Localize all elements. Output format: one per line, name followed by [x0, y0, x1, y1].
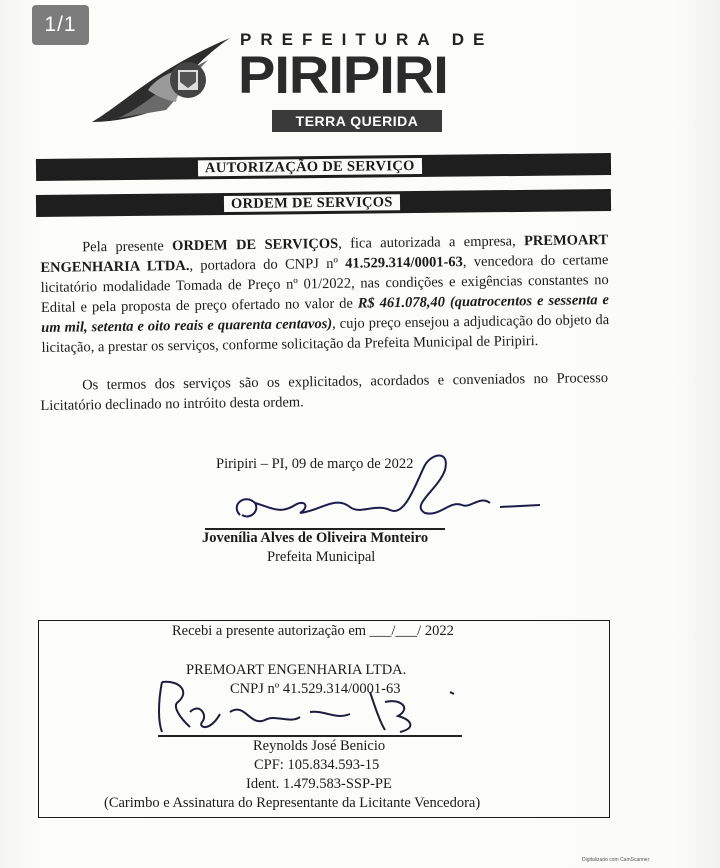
city-emblem-logo	[88, 30, 238, 130]
representative-cpf: CPF: 105.834.593-15	[254, 757, 380, 773]
city-slogan: TERRA QUERIDA	[272, 110, 442, 132]
title-bar-ordem	[36, 189, 611, 217]
receipt-company: PREMOART ENGENHARIA LTDA.	[186, 662, 407, 678]
mayor-signature	[200, 445, 550, 535]
page-counter: 1/1	[32, 5, 89, 45]
paragraph-terms: Os termos dos serviços são os explicitados, acordados e conveniados no Processo Licitatório declinado no intróito desta ordem.	[40, 370, 609, 414]
place-date: Piripiri – PI, 09 de março de 2022	[216, 456, 414, 472]
paragraph-authorization: Pela presente ORDEM DE SERVIÇOS, fica autorizada a empresa, PREMOART ENGENHARIA LTDA., portadora do CNPJ nº 41.529.314/0001-63, vencedora do certame licitatório modalidade Tomada de Preço nº 01/2022, nas condições e exigências constantes no Edital e pela proposta de preço ofertado no valor de R$ 461.078,40 (quatrocentos e sessenta e um mil, setenta e oito reais e quarenta centavos), cujo preço ensejou a adjudicação do objeto da licitação, a prestar os serviços, conforme solicitação da Prefeita Municipal de Piripiri.	[40, 232, 610, 356]
scanner-watermark: Digitalizado com CamScanner	[582, 857, 650, 863]
mayor-role: Prefeita Municipal	[267, 549, 376, 565]
receipt-cnpj: CNPJ nº 41.529.314/0001-63	[230, 681, 401, 697]
receipt-received-date: Recebi a presente autorização em ___/___/ 2022	[172, 623, 454, 639]
prefeitura-label: PREFEITURA DE	[240, 30, 494, 49]
representative-signature-line	[158, 735, 462, 737]
city-name-logo: PIRIPIRI	[238, 44, 448, 105]
receipt-caption: (Carimbo e Assinatura do Representante da Licitante Vencedora)	[104, 795, 481, 811]
title-ordem: ORDEM DE SERVIÇOS	[224, 194, 400, 212]
title-bar-autorizacao	[36, 153, 611, 181]
representative-name: Reynolds José Benicio	[253, 738, 386, 754]
representative-ident: Ident. 1.479.583-SSP-PE	[246, 776, 392, 792]
representative-signature	[150, 672, 480, 742]
title-autorizacao: AUTORIZAÇÃO DE SERVIÇO	[198, 158, 422, 176]
mayor-name: Jovenília Alves de Oliveira Monteiro	[202, 530, 429, 546]
